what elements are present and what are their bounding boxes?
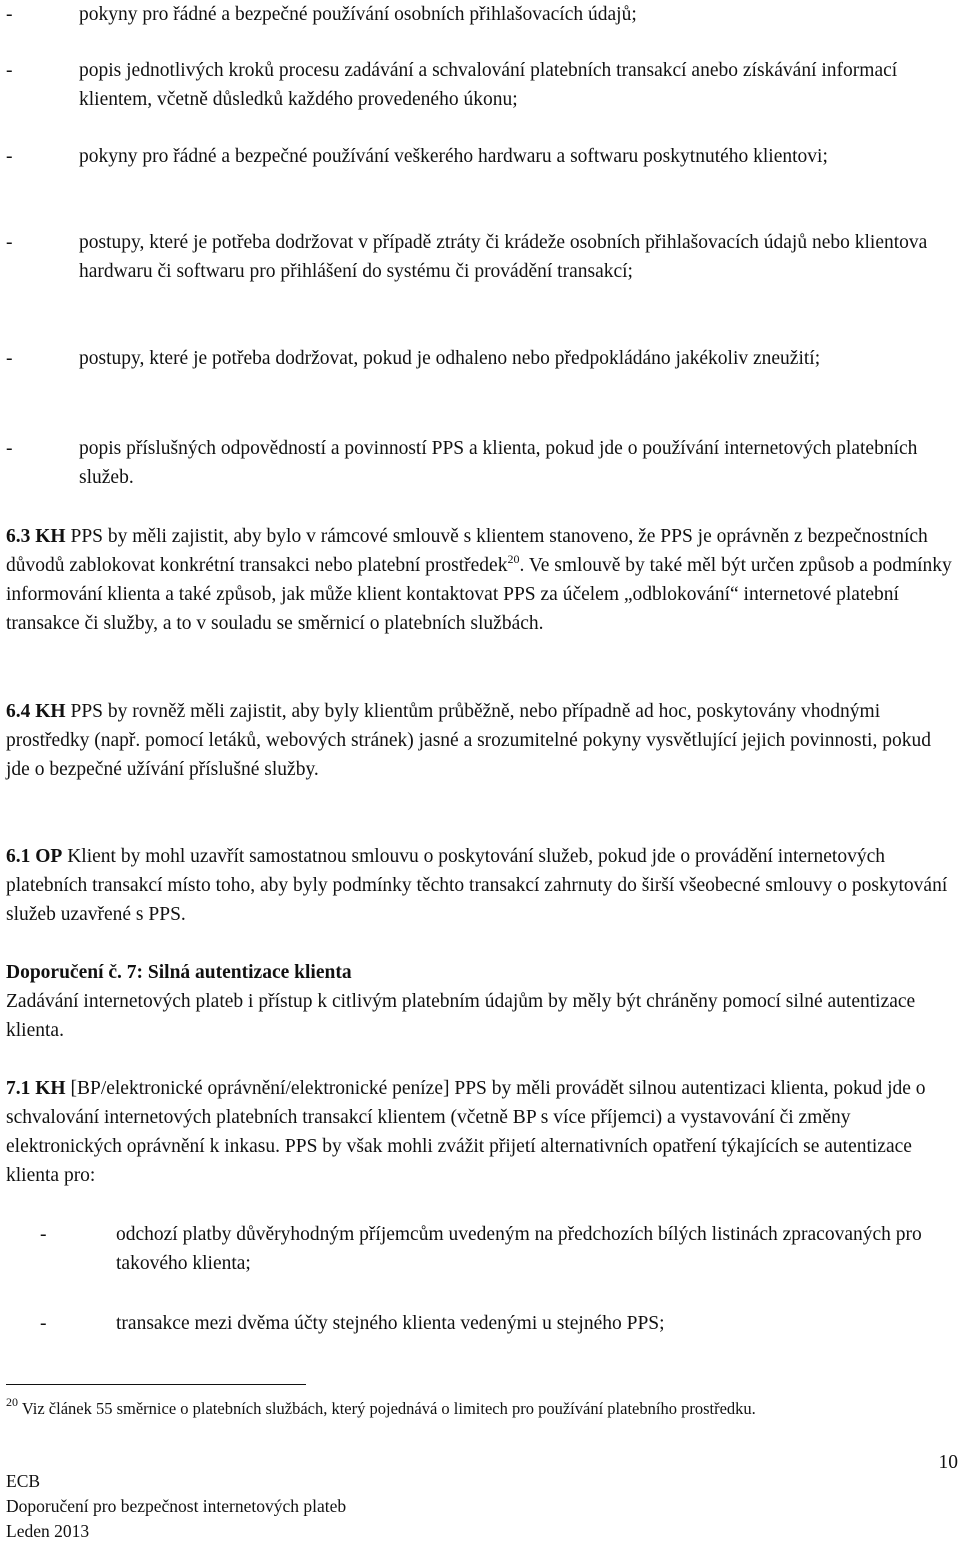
bullet-text: odchozí platby důvěryhodným příjemcům uvedeným na předchozích bílých listinách zpracovaných pro takového klienta; (116, 1224, 922, 1274)
footnote-divider (6, 1384, 306, 1385)
bullet-item (6, 344, 954, 373)
bullet-dash: - (6, 60, 13, 81)
bullet-item (40, 1220, 954, 1278)
bullet-item (6, 56, 954, 114)
paragraph-code: 7.1 KH (6, 1078, 66, 1099)
footnote (6, 1396, 906, 1422)
paragraph-text: Klient by mohl uzavřít samostatnou smlouvu o poskytování služeb, pokud jde o provádění internetových platebních transakcí místo toho, aby byly podmínky těchto transakcí zahrnuty do širší všeobecné smlouvy o poskytování služeb uzavřené s PPS. (6, 846, 948, 925)
bullet-dash: - (40, 1224, 47, 1245)
page-number: 10 (938, 1452, 958, 1473)
page-footer (6, 1469, 346, 1544)
footnote-number: 20 (6, 1395, 18, 1409)
footnote-text: Viz článek 55 směrnice o platebních službách, který pojednává o limitech pro používání platebního prostředku. (18, 1399, 756, 1418)
bullet-item (6, 228, 954, 286)
bullet-item (6, 434, 954, 492)
bullet-dash: - (6, 232, 13, 253)
footer-doc-title: Doporučení pro bezpečnost internetových plateb (6, 1496, 347, 1516)
bullet-item (6, 0, 954, 29)
paragraph-text: PPS by rovněž měli zajistit, aby byly klientům průběžně, nebo případně ad hoc, poskytovány vhodnými prostředky (např. pomocí letáků, webových stránek) jasné a srozumitelné pokyny vysvětlující jejich povinnosti, pokud jde o bezpečné užívání příslušné služby. (6, 701, 931, 780)
paragraph-code: 6.1 OP (6, 846, 63, 867)
bullet-text: popis příslušných odpovědností a povinností PPS a klienta, pokud jde o používání internetových platebních služeb. (79, 438, 918, 488)
bullet-text: pokyny pro řádné a bezpečné používání veškerého hardwaru a softwaru poskytnutého klientovi; (79, 146, 828, 167)
bullet-item (6, 142, 954, 171)
bullet-dash: - (6, 348, 13, 369)
paragraph-code: 6.3 KH (6, 526, 66, 547)
paragraph-6-3 (6, 522, 954, 638)
paragraph-7-1 (6, 1074, 954, 1190)
bullet-text: transakce mezi dvěma účty stejného klienta vedenými u stejného PPS; (116, 1313, 665, 1334)
paragraph-6-4 (6, 697, 954, 784)
bullet-dash: - (6, 438, 13, 459)
bullet-text: popis jednotlivých kroků procesu zadávání a schvalování platebních transakcí anebo získávání informací klientem, včetně důsledků každého provedeného úkonu; (79, 60, 898, 110)
paragraph-text: [BP/elektronické oprávnění/elektronické peníze] PPS by měli provádět silnou autentizaci klienta, pokud jde o schvalování internetových platebních transakcí klientem (včetně BP s více příjemci) a vystavování či změny elektronických oprávnění k inkasu. PPS by však mohli zvážit přijetí alternativních opatření týkajících se autentizace klienta pro: (6, 1078, 926, 1186)
bullet-text: postupy, které je potřeba dodržovat v případě ztráty či krádeže osobních přihlašovacích údajů nebo klientova hardwaru či softwaru pro přihlášení do systému či provádění transakcí; (79, 232, 928, 282)
recommendation-text: Zadávání internetových plateb i přístup k citlivým platebním údajům by měly být chráněny pomocí silné autentizace klienta. (6, 991, 916, 1041)
paragraph-code: 6.4 KH (6, 701, 66, 722)
bullet-dash: - (6, 146, 13, 167)
paragraph-text: . Ve smlouvě by také měl být určen způsob a podmínky informování klienta a také způsob, jak může klient kontaktovat PPS za účelem „odblokování“ internetové platební transakce či služby, a to v souladu se směrnicí o platebních službách. (6, 555, 952, 634)
bullet-text: postupy, které je potřeba dodržovat, pokud je odhaleno nebo předpokládáno jakékoliv zneužití; (79, 348, 821, 369)
recommendation-7 (6, 958, 954, 1045)
footer-date: Leden 2013 (6, 1521, 90, 1541)
footer-org: ECB (6, 1471, 41, 1491)
bullet-dash: - (6, 4, 13, 25)
bullet-item (40, 1309, 954, 1338)
paragraph-6-1 (6, 842, 954, 929)
bullet-dash: - (40, 1313, 47, 1334)
recommendation-heading: Doporučení č. 7: Silná autentizace klienta (6, 962, 352, 983)
bullet-text: pokyny pro řádné a bezpečné používání osobních přihlašovacích údajů; (79, 4, 637, 25)
footnote-ref[interactable]: 20 (507, 552, 520, 566)
paragraph-text: PPS by měli zajistit, aby bylo v rámcové smlouvě s klientem stanoveno, že PPS je oprávněn z bezpečnostních důvodů zablokovat konkrétní transakci nebo platební prostředek (6, 526, 928, 576)
